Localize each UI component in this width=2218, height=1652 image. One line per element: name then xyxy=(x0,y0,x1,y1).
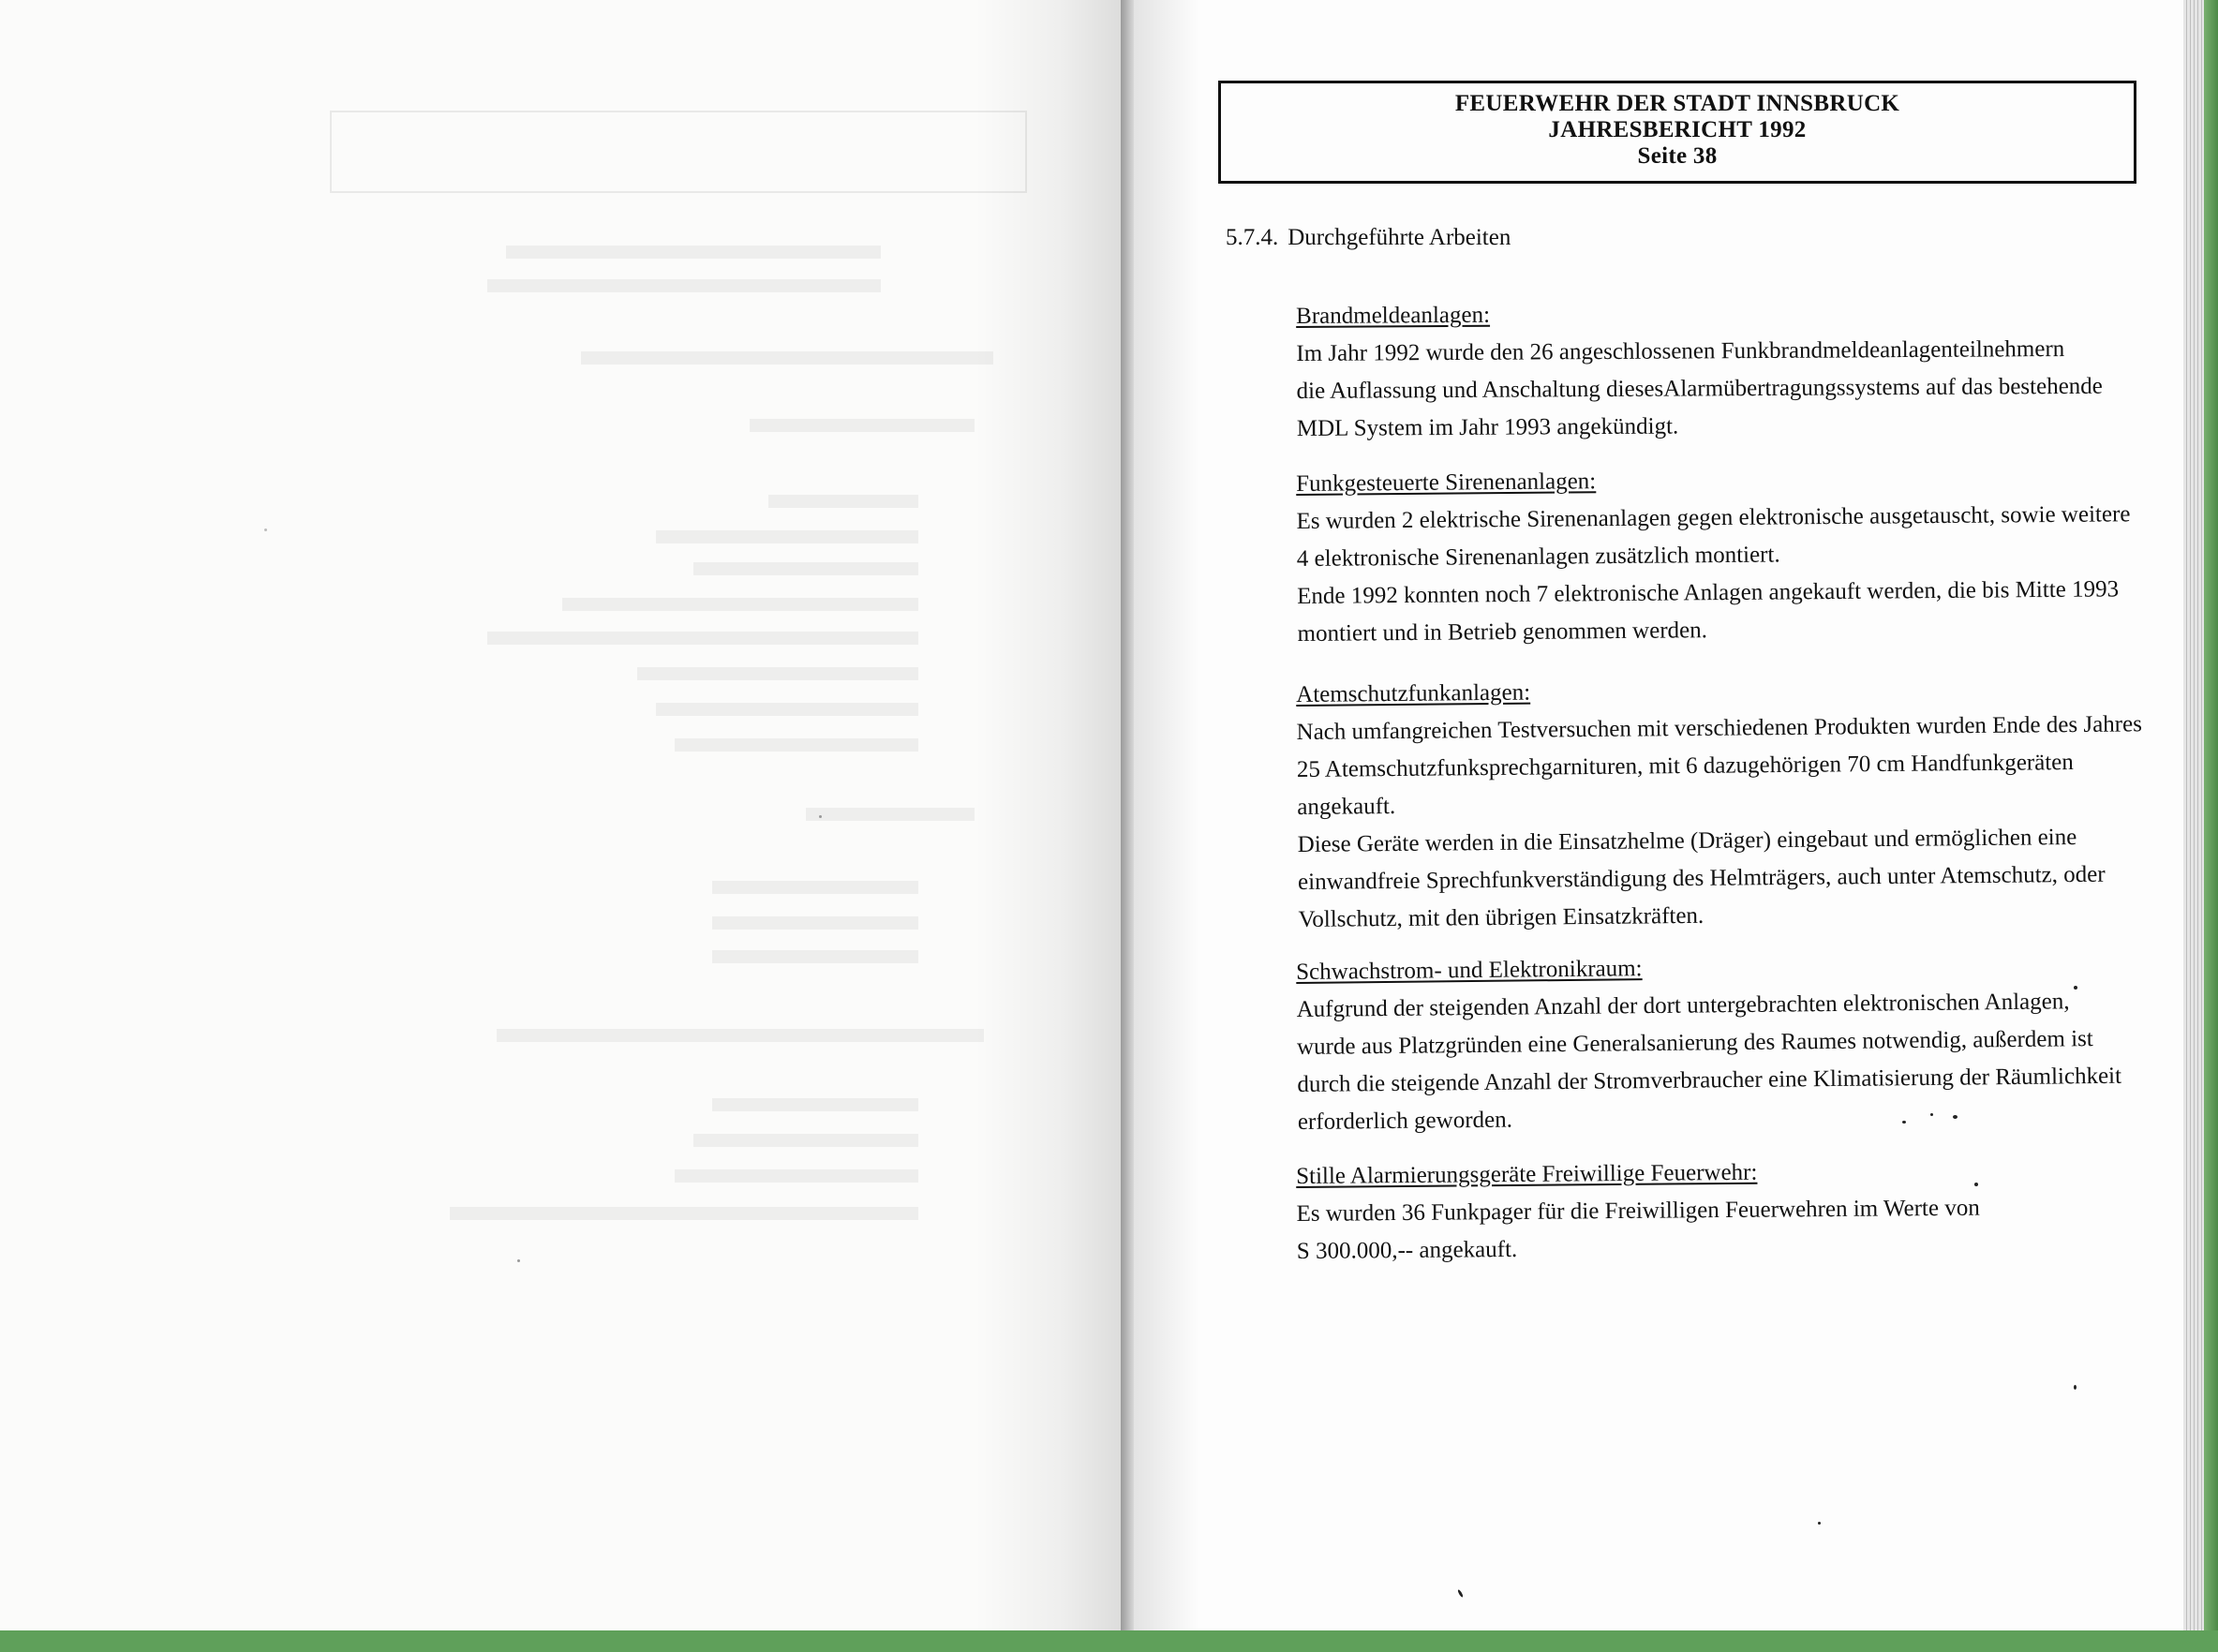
book-gutter xyxy=(1121,0,1134,1635)
scan-background-edge xyxy=(2204,0,2218,1635)
paragraph-line: Ende 1992 konnten noch 7 elektronische Anlagen angekauft werden, die bis Mitte 1993 xyxy=(1297,576,2120,609)
header-report-title: JAHRESBERICHT 1992 xyxy=(1548,117,1807,142)
paragraph-line: S 300.000,-- angekauft. xyxy=(1296,1236,1518,1264)
paragraph-line: einwandfreie Sprechfunkverständigung des Helmträgers, auch unter Atemschutz, oder xyxy=(1297,861,2106,895)
paragraph-line: durch die steigende Anzahl der Stromverbraucher eine Klimatisierung der Räumlichkeit xyxy=(1297,1063,2122,1097)
section-title: Durchgeführte Arbeiten xyxy=(1288,225,1511,250)
bleed-through-header-box xyxy=(330,111,1027,193)
paragraph-heading: Brandmeldeanlagen: xyxy=(1296,302,1491,329)
section-heading xyxy=(1226,225,1511,251)
paragraph-atemschutzfunkanlagen xyxy=(1296,668,2144,939)
paragraph-schwachstrom xyxy=(1296,945,2122,1141)
right-page-shadow xyxy=(1134,0,1199,1635)
paragraph-line: Diese Geräte werden in die Einsatzhelme (Dräger) eingebaut und ermöglichen eine xyxy=(1297,825,2077,857)
paragraph-line: 4 elektronische Sirenenanlagen zusätzlich montiert. xyxy=(1296,542,1780,572)
paragraph-line: die Auflassung und Anschaltung diesesAlarmübertragungssystems auf das bestehende xyxy=(1296,373,2103,404)
paragraph-stille-alarmierung xyxy=(1296,1153,1980,1271)
paragraph-line: Nach umfangreichen Testversuchen mit verschiedenen Produkten wurden Ende des Jahres xyxy=(1296,711,2143,745)
paragraph-line: Aufgrund der steigenden Anzahl der dort untergebrachten elektronischen Anlagen, xyxy=(1296,989,2070,1022)
paragraph-line: Vollschutz, mit den übrigen Einsatzkräften. xyxy=(1298,902,1704,932)
section-number: 5.7.4. xyxy=(1226,225,1279,250)
paragraph-line: wurde aus Platzgründen eine Generalsanierung des Raumes notwendig, außerdem ist xyxy=(1296,1026,2093,1060)
paragraph-line: montiert und in Betrieb genommen werden. xyxy=(1297,618,1708,647)
paragraph-heading: Schwachstrom- und Elektronikraum: xyxy=(1296,956,1643,985)
paragraph-line: 25 Atemschutzfunksprechgarnituren, mit 6 dazugehörigen 70 cm Handfunkgeräten xyxy=(1296,750,2074,782)
paragraph-heading: Atemschutzfunkanlagen: xyxy=(1296,679,1531,707)
paragraph-line: Im Jahr 1992 wurde den 26 angeschlossenen Funkbrandmeldeanlagenteilnehmern xyxy=(1296,335,2065,366)
scan-background-bottom xyxy=(0,1630,2218,1652)
header-organization: FEUERWEHR DER STADT INNSBRUCK xyxy=(1454,91,1900,116)
paragraph-line: Es wurden 36 Funkpager für die Freiwilligen Feuerwehren im Werte von xyxy=(1296,1195,1980,1227)
left-page-shadow xyxy=(975,0,1121,1635)
paragraph-line: Es wurden 2 elektrische Sirenenanlagen gegen elektronische ausgetauscht, sowie weitere xyxy=(1296,501,2131,534)
header-page-number: Seite 38 xyxy=(1637,143,1718,169)
paragraph-heading: Funkgesteuerte Sirenenanlagen: xyxy=(1296,469,1597,497)
paragraph-line: angekauft. xyxy=(1297,793,1396,820)
paragraph-heading: Stille Alarmierungsgeräte Freiwillige Feuerwehr: xyxy=(1296,1159,1758,1189)
paragraph-brandmeldeanlagen xyxy=(1296,293,2103,448)
report-header xyxy=(1218,81,2136,184)
paragraph-line: erforderlich geworden. xyxy=(1297,1107,1513,1135)
paragraph-sirenenanlagen xyxy=(1296,458,2132,653)
paragraph-line: MDL System im Jahr 1993 angekündigt. xyxy=(1296,413,1679,441)
